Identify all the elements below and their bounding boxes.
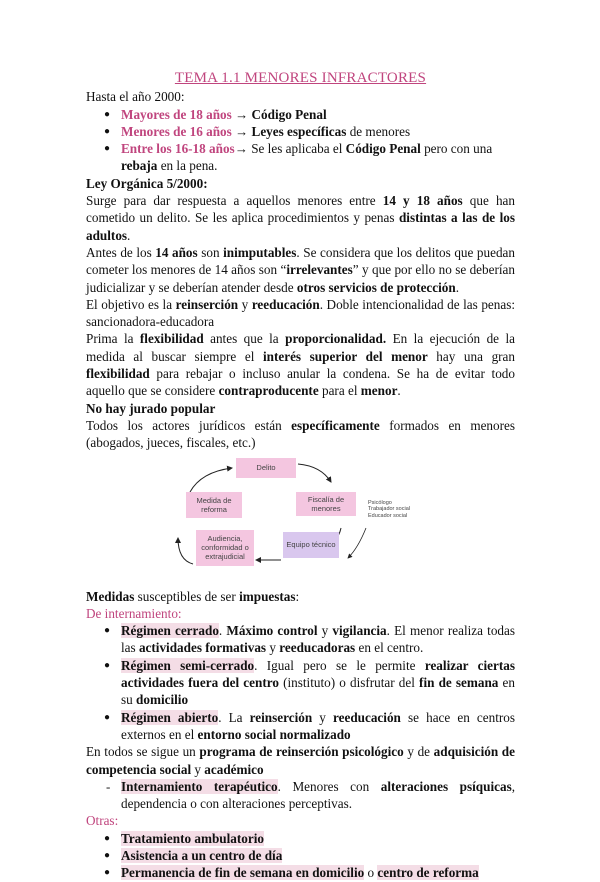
bold-text: distintas a las de los adultos <box>86 210 515 243</box>
age-label: Entre los 16-18 años <box>121 141 235 157</box>
text: . <box>455 279 460 295</box>
text: y <box>238 296 252 312</box>
internamiento-list <box>86 622 515 743</box>
text: El objetivo es la <box>86 296 176 312</box>
list-item <box>86 709 515 744</box>
list-item <box>86 847 515 864</box>
bold-text: realizar ciertas actividades fuera del centro <box>121 657 515 691</box>
paragraph <box>86 588 515 605</box>
text: . Menores con <box>277 778 381 794</box>
age-label: Menores de 16 años <box>121 123 232 139</box>
highlight-text: Régimen abierto <box>121 709 219 725</box>
arrow-audiencia-medida <box>178 538 193 564</box>
note-text: Trabajador social <box>368 506 410 513</box>
text: hay una gran <box>427 348 515 364</box>
bold-text: menor <box>360 383 398 399</box>
text: son <box>197 244 224 260</box>
arrow: → <box>234 141 252 157</box>
bold-text: adquisición de competencia social <box>86 744 515 777</box>
text: se hace en centros externos en el <box>121 709 516 742</box>
highlight-text: Tratamiento ambulatorio <box>121 830 264 846</box>
paragraph <box>86 417 515 452</box>
text: Antes de los <box>86 244 156 260</box>
text: y <box>317 623 333 639</box>
bold-text: rebaja <box>121 158 158 174</box>
text: ” y que por ello no se deberían judicializar y se deberían atender desde <box>86 262 515 295</box>
text: . La <box>218 709 250 725</box>
diagram-arrows <box>86 458 515 586</box>
arrow-note-equipo <box>348 528 366 558</box>
process-diagram <box>86 458 515 586</box>
bold-text: Medidas <box>86 588 135 604</box>
text: Surge para dar respuesta a aquellos menores entre <box>86 193 383 209</box>
highlight-text: Asistencia a un centro de día <box>121 847 283 863</box>
intro-text: Hasta el año 2000: <box>86 89 185 105</box>
highlight-text: Régimen cerrado <box>121 623 219 639</box>
bold-text: reinserción <box>175 296 239 312</box>
bold-text: 14 y 18 años <box>382 193 463 209</box>
bold-text: domicilio <box>136 692 189 708</box>
otras-list <box>86 830 515 882</box>
text: formados en menores (abogados, jueces, fiscales, etc.) <box>86 417 515 451</box>
bold-text: reeducadoras <box>279 640 356 656</box>
subheading: Otras: <box>86 813 119 829</box>
list-item <box>86 657 515 709</box>
text: o <box>364 865 378 881</box>
text: en su <box>121 675 515 708</box>
heading-text: Ley Orgánica 5/2000: <box>86 175 208 191</box>
text: y <box>191 761 205 777</box>
equipo-box: Equipo técnico <box>283 532 339 558</box>
bold-text: impuestas <box>239 588 296 604</box>
arrow: → <box>231 123 252 139</box>
text: para el <box>318 383 361 399</box>
paragraph <box>86 244 515 296</box>
bold-text: programa de reinserción psicológico <box>199 744 404 760</box>
note-text: Educador social <box>368 512 408 519</box>
bold-text: alteraciones psíquicas <box>380 778 512 794</box>
law-label: Código Penal <box>345 141 421 157</box>
text: en la pena. <box>157 158 218 174</box>
arrow-delito-fiscalia <box>298 464 331 482</box>
diagram-notes <box>368 500 410 520</box>
highlight-text: Régimen semi-cerrado <box>121 657 255 673</box>
text: En la ejecución de la medida al buscar siempre el <box>86 331 515 364</box>
bold-text: proporcionalidad. <box>285 331 387 347</box>
text: : <box>295 588 300 604</box>
highlight-text: centro de reforma <box>377 865 479 881</box>
text: En todos se sigue un <box>86 744 200 760</box>
fiscalia-box: Fiscalía de menores <box>296 492 356 516</box>
text: susceptibles de ser <box>134 588 240 604</box>
paragraph <box>86 192 515 244</box>
list-item <box>86 140 515 175</box>
highlight-text: Internamiento terapéutico <box>121 778 278 794</box>
text: Todos los actores jurídicos están <box>86 417 292 433</box>
arrow: → <box>231 106 252 122</box>
list-item <box>86 622 515 657</box>
bold-text: inimputables <box>223 244 297 260</box>
text: y de <box>403 744 434 760</box>
text: . Se considera que los delitos que puedan cometer los menores de 14 años son “ <box>86 244 516 278</box>
bold-text: flexibilidad <box>86 366 150 382</box>
paragraph <box>86 330 515 399</box>
bold-text: fin de semana <box>419 675 499 691</box>
bold-text: específicamente <box>291 417 380 433</box>
law-label: Leyes específicas <box>251 123 347 139</box>
bold-text: flexibilidad <box>139 331 204 347</box>
text: . <box>218 623 227 639</box>
audiencia-box: Audiencia, conformidad o extrajudicial <box>196 530 254 566</box>
document-page <box>86 70 515 882</box>
list-item <box>86 106 515 123</box>
paragraph <box>86 743 515 778</box>
arrow-medida-delito <box>190 468 232 492</box>
delito-box: Delito <box>236 458 296 478</box>
bold-text: Máximo control <box>226 623 318 639</box>
bold-text: académico <box>204 761 264 777</box>
text: Se les aplicaba el <box>251 141 346 157</box>
list-item <box>86 830 515 847</box>
bold-text: reinserción <box>249 709 313 725</box>
text: pero con una <box>420 141 493 157</box>
medida-box: Medida de reforma <box>186 492 242 518</box>
text: . <box>127 227 131 243</box>
section-heading <box>86 175 515 192</box>
text: que han cometido un delito. Se les aplica procedimientos y penas <box>86 193 515 226</box>
list-item <box>86 123 515 140</box>
paragraph <box>86 296 515 331</box>
page-title: TEMA 1.1 MENORES INFRACTORES <box>174 70 427 86</box>
bold-text: otros servicios de protección <box>296 279 456 295</box>
bold-text: irrelevantes <box>286 262 353 278</box>
heading-text: No hay jurado popular <box>86 400 216 416</box>
pre-2000-list <box>86 106 515 175</box>
text: en el centro. <box>355 640 424 656</box>
bold-text: reeducación <box>333 709 401 725</box>
text: , dependencia o con alteraciones perceptivas. <box>121 778 516 812</box>
law-label: Código Penal <box>251 106 327 122</box>
note-text: Psicólogo <box>368 499 392 506</box>
text: para rebajar o incluso anular la condena. Se ha de evitar todo aquello que se considere <box>86 366 515 399</box>
list-item <box>86 778 515 813</box>
subheading: De internamiento: <box>86 605 182 621</box>
text: . Doble intencionalidad de las penas: sancionadora-educadora <box>86 296 516 330</box>
text: . <box>397 383 401 399</box>
text: y <box>312 709 333 725</box>
bold-text: 14 años <box>155 244 198 260</box>
list-item <box>86 864 515 881</box>
highlight-text: Permanencia de fin de semana en domicilio <box>121 865 365 881</box>
terapeutico-list <box>86 778 515 813</box>
bold-text: reeducación <box>251 296 320 312</box>
text: . El menor realiza todas las <box>121 623 515 656</box>
age-label: Mayores de 18 años <box>121 106 232 122</box>
bold-text: interés superior del menor <box>262 348 428 364</box>
text: . Igual pero se le permite <box>254 657 425 673</box>
text: de menores <box>346 123 411 139</box>
section-heading <box>86 400 515 417</box>
bold-text: entorno social normalizado <box>197 726 351 742</box>
bold-text: vigilancia <box>332 623 387 639</box>
bold-text: actividades formativas <box>138 640 267 656</box>
bold-text: contraproducente <box>218 383 319 399</box>
text: y <box>266 640 280 656</box>
text: antes que la <box>203 331 286 347</box>
text: Prima la <box>86 331 140 347</box>
text: (instituto) o disfrutar del <box>278 675 420 691</box>
